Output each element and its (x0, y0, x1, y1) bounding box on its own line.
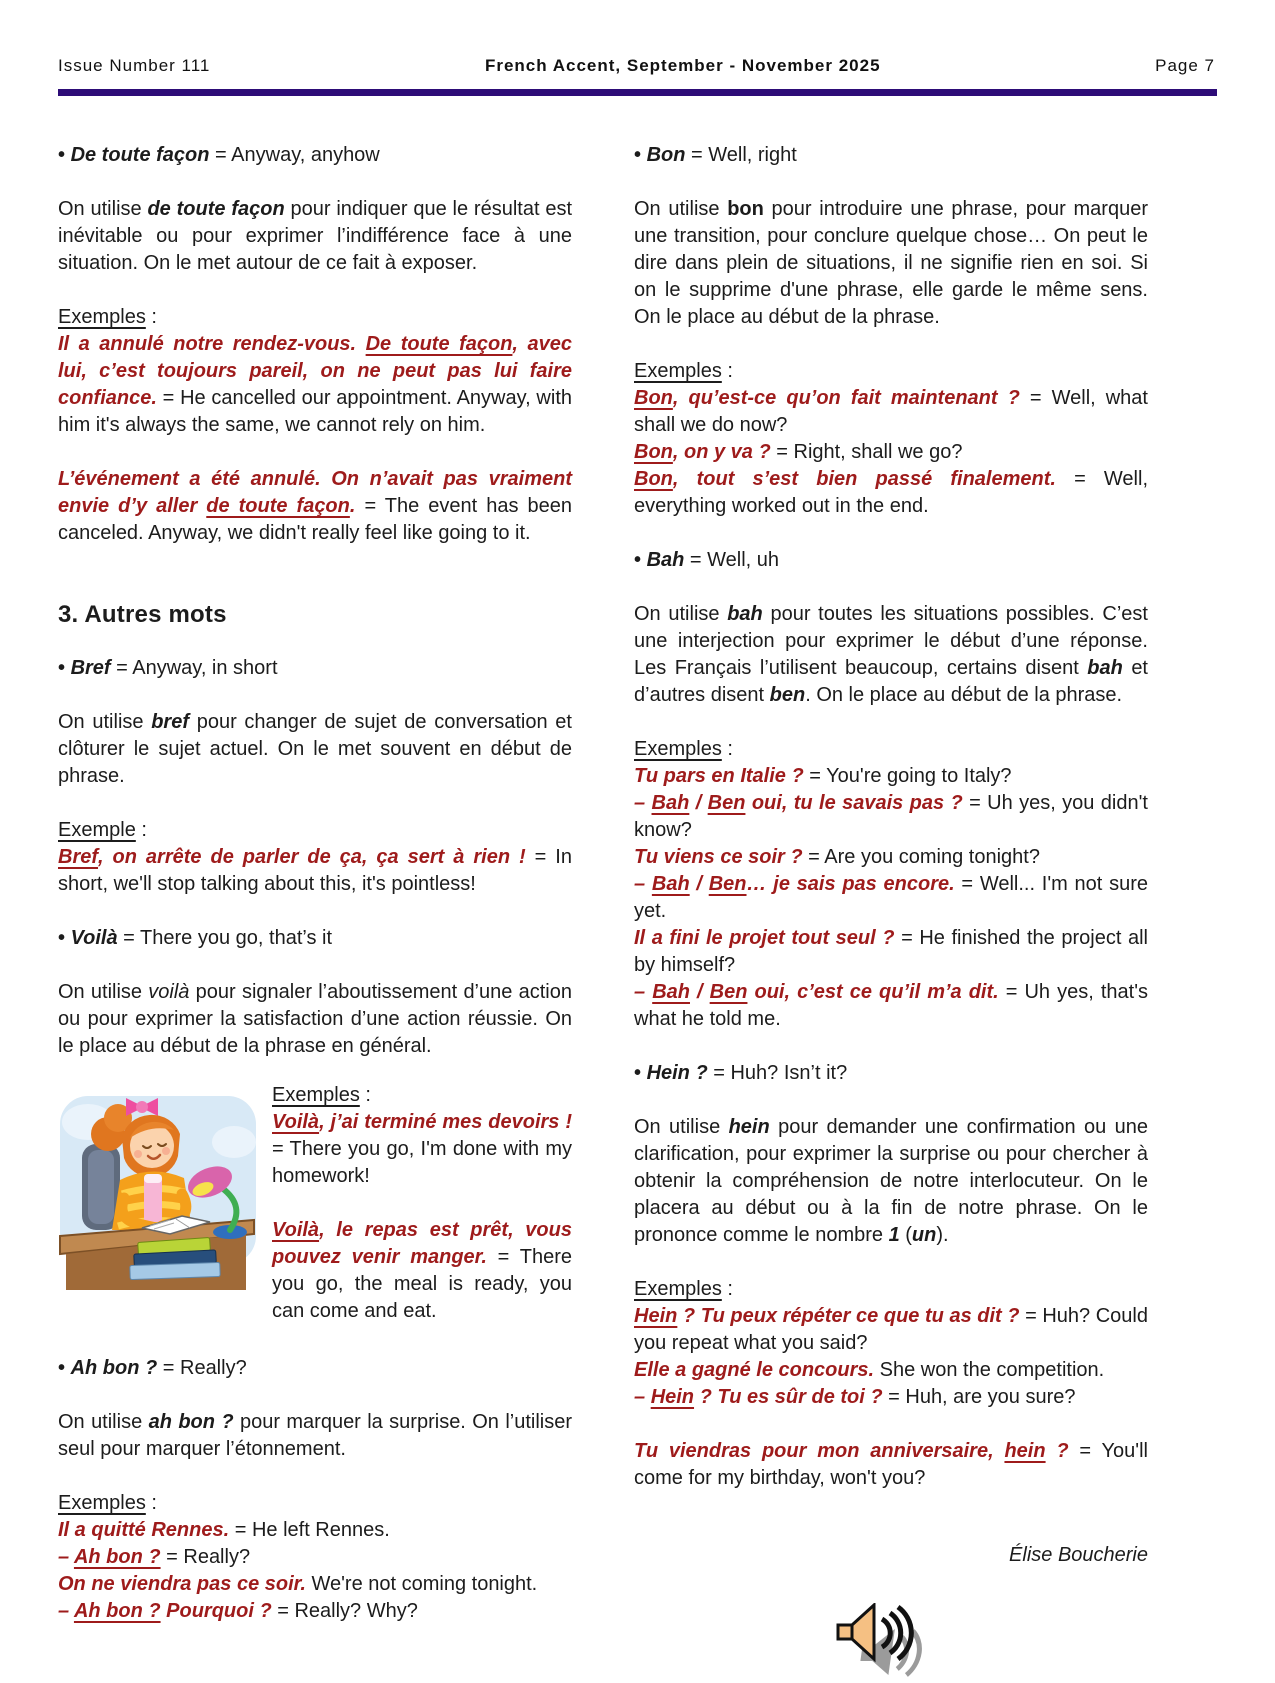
text-segment: = There you go, that’s it (117, 927, 333, 949)
text-segment: 3. Autres mots (58, 601, 227, 628)
text-segment: : (135, 819, 147, 841)
text-segment: – (58, 1600, 74, 1622)
left-column (58, 142, 572, 1681)
text-segment: bah (727, 603, 763, 625)
text-segment: pour introduire une phrase, pour marquer une transition, pour conclure quelque chose… On peut le dire dans plein de situations, il ne signifie rien en soi. Si on le supprime d'une phrase, elle garde le même sens. On le place au début de la phrase. (634, 198, 1148, 328)
text-segment: ). (936, 1224, 949, 1246)
text-segment: Hein (650, 1386, 695, 1408)
text-segment: Exemples (272, 1084, 360, 1106)
text-segment: = He cancelled our appointment. Anyway, with him it's always the same, we cannot rely on him. (58, 387, 572, 436)
text-segment: ben (769, 684, 806, 706)
text-segment: pour changer de sujet de conversation et clôturer le sujet actuel. On le met souvent en début de phrase. (58, 711, 572, 787)
text-segment: Tu pars en Italie ? (634, 765, 804, 787)
text-segment: ah bon ? (148, 1411, 234, 1433)
text-segment: = The event has been canceled. Anyway, we didn't really feel like going to it. (58, 495, 573, 544)
text-segment: Exemples (58, 306, 146, 328)
text-segment: voilà (148, 981, 190, 1003)
text-segment: oui, tu le savais pas ? (745, 792, 963, 814)
examples-label (272, 1082, 572, 1109)
example-line (634, 385, 1148, 439)
text-segment: bon (727, 198, 764, 220)
usage-bah (634, 601, 1148, 709)
text-segment: : (721, 360, 733, 382)
example-label (58, 817, 572, 844)
text-segment: – (634, 873, 652, 895)
text-segment: • (58, 657, 71, 679)
text-segment: Ben (707, 792, 746, 814)
examples-ah-bon (58, 1517, 572, 1625)
author-signature: Élise Boucherie (1009, 1544, 1148, 1566)
example-bref (58, 844, 572, 898)
text-segment: Bref (58, 846, 99, 868)
text-segment: , avec lui, c’est toujours pareil, on ne peut pas lui faire confiance. (58, 333, 572, 409)
text-segment: , qu’est-ce qu’on fait maintenant ? (672, 387, 1020, 409)
text-segment: Bah (651, 792, 690, 814)
usage-ah-bon (58, 1409, 572, 1463)
text-segment: bah (1087, 657, 1123, 679)
text-segment: … je sais pas encore. (746, 873, 955, 895)
text-segment: – (58, 1546, 74, 1568)
text-segment: = You'll come for my birthday, won't you? (634, 1440, 1148, 1489)
text-segment: Exemples (58, 1492, 146, 1514)
text-segment: , le repas est prêt, vous pouvez venir manger. (272, 1219, 572, 1268)
text-segment: = Huh? Could you repeat what you said? (634, 1305, 1148, 1354)
example-line (58, 1517, 572, 1544)
text-segment: Bon (634, 387, 673, 409)
example-line (58, 1544, 572, 1571)
text-segment: Bon (646, 144, 686, 166)
term-bah (634, 547, 1148, 574)
text-segment: oui, c’est ce qu’il m’a dit. (747, 981, 999, 1003)
text-segment: Bah (646, 549, 685, 571)
text-segment: = Uh yes, you didn't know? (634, 792, 1148, 841)
text-segment: Bon (634, 468, 673, 490)
text-segment: , on arrête de parler de ça, ça sert à rien ! (98, 846, 526, 868)
text-segment: = Well... I'm not sure yet. (634, 873, 1149, 922)
example-de-toute-facon-1 (58, 331, 572, 439)
text-segment: . (349, 495, 356, 517)
text-segment: Exemples (634, 360, 722, 382)
text-segment: = Really? (160, 1546, 251, 1568)
text-segment: bref (151, 711, 189, 733)
issue-number: Issue Number 111 (58, 56, 211, 75)
term-de-toute-facon (58, 142, 572, 169)
text-segment: ? Tu peux répéter ce que tu as dit ? (677, 1305, 1020, 1327)
example-de-toute-facon-2 (58, 466, 572, 547)
term-bref (58, 655, 572, 682)
text-segment: Tu viendras pour mon anniversaire, (634, 1440, 1005, 1462)
text-segment: Bah (652, 981, 690, 1003)
text-segment: On utilise (58, 711, 152, 733)
audio-link-area (634, 1603, 1148, 1681)
left-column-blocks-lower (58, 1355, 572, 1625)
text-segment: Tu viens ce soir ? (634, 846, 803, 868)
text-segment: • (58, 144, 71, 166)
right-column (634, 142, 1148, 1681)
text-segment: hein (1004, 1440, 1046, 1462)
text-segment: Exemples (634, 738, 722, 760)
text-segment: On ne viendra pas ce soir. (58, 1573, 306, 1595)
text-segment: = Well, what shall we do now? (634, 387, 1148, 436)
example-line (634, 979, 1148, 1033)
example-line (58, 1598, 572, 1625)
text-segment: ? (1045, 1440, 1069, 1462)
text-segment: Il a annulé notre rendez-vous. (58, 333, 366, 355)
text-segment: = Are you coming tonight? (802, 846, 1040, 868)
example-line (634, 466, 1148, 520)
text-segment: De toute façon (70, 144, 210, 166)
text-segment: • (58, 1357, 71, 1379)
text-segment: • (634, 144, 647, 166)
example-line (634, 1303, 1148, 1357)
examples-label (58, 1490, 572, 1517)
examples-label (634, 1276, 1148, 1303)
text-segment: pour toutes les situations possibles. C’est une interjection pour exprimer le début d’une réponse. Les Français l’utilisent beaucoup, certains disent (634, 603, 1148, 679)
girl-reading-illustration (58, 1082, 258, 1292)
text-segment: • (634, 1062, 647, 1084)
text-segment: L’événement a été annulé. On n’avait pas vraiment envie d’y aller (58, 468, 572, 517)
text-segment: Pourquoi ? (160, 1600, 272, 1622)
text-segment: She won the competition. (874, 1359, 1105, 1381)
text-segment: pour demander une confirmation ou une clarification, pour exprimer la surprise ou pour chercher à obtenir la compréhension de notre interlocuteur. On le placera au début ou à la fin de notre phrase. On le prononce comme le nombre (634, 1116, 1148, 1246)
text-segment: = Anyway, anyhow (209, 144, 380, 166)
text-segment: Exemples (634, 1278, 722, 1300)
text-segment: : (359, 1084, 371, 1106)
text-segment: Hein (634, 1305, 678, 1327)
usage-bon (634, 196, 1148, 331)
text-segment: = Anyway, in short (110, 657, 278, 679)
text-segment: / (689, 792, 708, 814)
text-segment: = Really? (157, 1357, 247, 1379)
text-segment: • (634, 549, 647, 571)
text-segment: = There you go, the meal is ready, you can come and eat. (272, 1246, 572, 1322)
text-segment: = Right, shall we go? (770, 441, 963, 463)
text-segment: = Well, everything worked out in the end. (634, 468, 1148, 517)
text-segment: Hein ? (646, 1062, 708, 1084)
example-line (634, 1357, 1148, 1384)
voila-examples-figure-row (58, 1082, 572, 1325)
examples-label (634, 736, 1148, 763)
text-segment: : (721, 1278, 733, 1300)
text-segment: : (145, 306, 157, 328)
text-segment: Bon (634, 441, 673, 463)
text-segment: = He finished the project all by himself? (634, 927, 1148, 976)
text-segment: On utilise (58, 1411, 149, 1433)
page-number: Page 7 (1155, 56, 1215, 75)
text-segment: = There you go, I'm done with my homework! (272, 1138, 572, 1187)
examples-bon (634, 385, 1148, 520)
text-segment: = He left Rennes. (229, 1519, 390, 1541)
text-segment: , tout s’est bien passé finalement. (672, 468, 1056, 490)
text-segment: On utilise (58, 981, 149, 1003)
term-voila (58, 925, 572, 952)
voila-examples-text (272, 1082, 572, 1325)
text-segment: : (145, 1492, 157, 1514)
text-segment: Voilà (272, 1219, 320, 1241)
text-segment: : (721, 738, 733, 760)
text-segment: Ben (708, 873, 747, 895)
text-segment: We're not coming tonight. (305, 1573, 538, 1595)
text-segment: de toute façon (206, 495, 350, 517)
usage-hein (634, 1114, 1148, 1249)
text-segment: . On le place au début de la phrase. (805, 684, 1123, 706)
usage-de-toute-facon (58, 196, 572, 277)
text-segment: = In short, we'll stop talking about this, it's pointless! (58, 846, 572, 895)
text-segment: = Well, uh (684, 549, 780, 571)
text-segment: , on y va ? (672, 441, 771, 463)
examples-label (634, 358, 1148, 385)
text-segment: et d’autres disent (634, 657, 1148, 706)
right-column-blocks (634, 142, 1148, 1492)
text-segment: – (634, 981, 653, 1003)
text-segment: = Really? Why? (271, 1600, 418, 1622)
publication-title: French Accent, September - November 2025 (484, 56, 881, 75)
text-segment: / (689, 873, 709, 895)
text-segment: Bref (70, 657, 111, 679)
text-segment: On utilise (634, 1116, 729, 1138)
text-segment: pour signaler l’aboutissement d’une action ou pour exprimer la satisfaction d’une action réussie. On le place au début de la phrase en général. (58, 981, 572, 1057)
text-segment: De toute façon (365, 333, 513, 355)
text-segment: ? Tu es sûr de toi ? (694, 1386, 883, 1408)
term-hein (634, 1060, 1148, 1087)
examples-bah (634, 763, 1148, 1033)
text-segment: pour marquer la surprise. On l’utiliser seul pour marquer l’étonnement. (58, 1411, 572, 1460)
speaker-audio-icon[interactable] (836, 1603, 946, 1681)
text-segment: , j’ai terminé mes devoirs ! (319, 1111, 572, 1133)
text-segment: 1 (888, 1224, 900, 1246)
text-segment: Voilà (272, 1111, 320, 1133)
example-voila-2 (272, 1217, 572, 1325)
text-segment: Ah bon ? (73, 1600, 161, 1622)
example-line (634, 925, 1148, 979)
text-segment: Ah bon ? (73, 1546, 161, 1568)
example-line (58, 1571, 572, 1598)
text-segment: Ben (709, 981, 748, 1003)
text-segment: = Huh, are you sure? (882, 1386, 1076, 1408)
text-segment: hein (728, 1116, 770, 1138)
examples-label (58, 304, 572, 331)
example-line (634, 1384, 1148, 1411)
section-3-autres-mots (58, 601, 572, 628)
text-segment: Exemple (58, 819, 136, 841)
examples-hein (634, 1303, 1148, 1411)
usage-voila (58, 979, 572, 1060)
text-segment: – (634, 1386, 651, 1408)
text-segment: Il a quitté Rennes. (58, 1519, 230, 1541)
text-segment: Il a fini le projet tout seul ? (634, 927, 895, 949)
text-segment: On utilise (634, 198, 728, 220)
usage-bref (58, 709, 572, 790)
left-column-blocks (58, 142, 572, 1060)
text-segment: = Uh yes, that's what he told me. (634, 981, 1149, 1030)
text-segment: / (689, 981, 710, 1003)
text-segment: Ah bon ? (70, 1357, 158, 1379)
term-bon (634, 142, 1148, 169)
page-header (0, 0, 1275, 76)
text-segment: Voilà (70, 927, 118, 949)
text-segment: ( (899, 1224, 912, 1246)
text-segment: On utilise (634, 603, 728, 625)
term-ah-bon (58, 1355, 572, 1382)
text-segment: un (911, 1224, 937, 1246)
example-line (634, 871, 1148, 925)
text-segment: Elle a gagné le concours. (634, 1359, 875, 1381)
page-content (0, 96, 1275, 1681)
text-segment: • (58, 927, 71, 949)
example-line (634, 844, 1148, 871)
example-line (634, 790, 1148, 844)
text-segment: On utilise (58, 198, 148, 220)
text-segment: pour indiquer que le résultat est inévitable ou pour exprimer l’indifférence face à une situation. On le met autour de ce fait à exposer. (58, 198, 572, 274)
text-segment: – (634, 792, 652, 814)
example-hein-final (634, 1438, 1148, 1492)
example-line (634, 763, 1148, 790)
text-segment: = Huh? Isn’t it? (707, 1062, 848, 1084)
text-segment: = You're going to Italy? (803, 765, 1012, 787)
text-segment: de toute façon (147, 198, 285, 220)
text-segment: Bah (651, 873, 690, 895)
example-voila-1 (272, 1109, 572, 1190)
text-segment: = Well, right (685, 144, 797, 166)
header-divider-rule (58, 89, 1217, 96)
example-line (634, 439, 1148, 466)
